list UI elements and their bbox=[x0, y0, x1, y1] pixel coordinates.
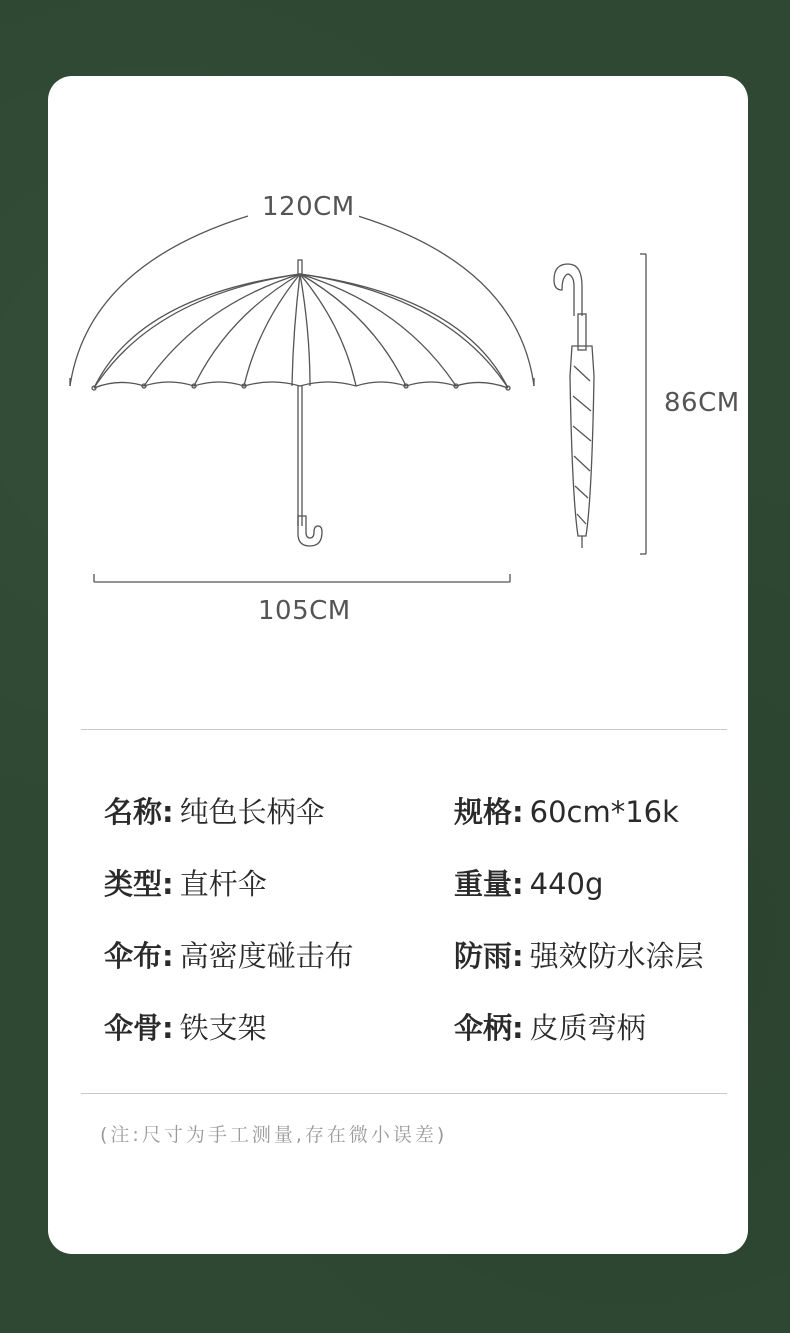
spec-rainproof bbox=[454, 934, 704, 975]
spec-fabric bbox=[104, 934, 354, 975]
spec-value: 440g bbox=[529, 867, 604, 901]
spec-colon: : bbox=[162, 795, 174, 829]
spec-colon: : bbox=[512, 939, 524, 973]
closed-umbrella-icon bbox=[554, 264, 594, 548]
spec-value: 皮质弯柄 bbox=[529, 1011, 646, 1045]
spec-value: 60cm*16k bbox=[529, 795, 679, 829]
umbrella-diagram bbox=[48, 76, 748, 696]
spec-weight bbox=[454, 862, 603, 903]
closed-length-label: 86CM bbox=[664, 388, 740, 418]
spec-label: 重量 bbox=[454, 867, 513, 901]
spec-label: 伞柄 bbox=[454, 1011, 513, 1045]
spec-frame bbox=[104, 1006, 267, 1047]
bottom-divider bbox=[81, 1093, 727, 1094]
spec-label: 名称 bbox=[104, 795, 163, 829]
spec-colon: : bbox=[162, 867, 174, 901]
canopy-arc-label: 120CM bbox=[258, 192, 359, 222]
open-umbrella-icon bbox=[92, 260, 510, 546]
spec-type bbox=[104, 862, 267, 903]
spec-value: 纯色长柄伞 bbox=[179, 795, 325, 829]
canopy-width-label: 105CM bbox=[258, 596, 351, 626]
spec-value: 高密度碰击布 bbox=[179, 939, 354, 973]
product-card bbox=[48, 76, 748, 1254]
spec-colon: : bbox=[512, 867, 524, 901]
spec-value: 铁支架 bbox=[179, 1011, 267, 1045]
spec-label: 伞骨 bbox=[104, 1011, 163, 1045]
spec-name bbox=[104, 790, 325, 831]
spec-label: 类型 bbox=[104, 867, 163, 901]
spec-label: 规格 bbox=[454, 795, 513, 829]
spec-handle bbox=[454, 1006, 646, 1047]
spec-size bbox=[454, 790, 679, 831]
spec-colon: : bbox=[512, 795, 524, 829]
spec-label: 防雨 bbox=[454, 939, 513, 973]
top-divider bbox=[81, 729, 727, 730]
spec-colon: : bbox=[162, 939, 174, 973]
spec-colon: : bbox=[162, 1011, 174, 1045]
spec-label: 伞布 bbox=[104, 939, 163, 973]
spec-value: 直杆伞 bbox=[179, 867, 267, 901]
measurement-note: (注:尺寸为手工测量,存在微小误差) bbox=[100, 1124, 448, 1146]
spec-value: 强效防水涂层 bbox=[529, 939, 704, 973]
spec-colon: : bbox=[512, 1011, 524, 1045]
